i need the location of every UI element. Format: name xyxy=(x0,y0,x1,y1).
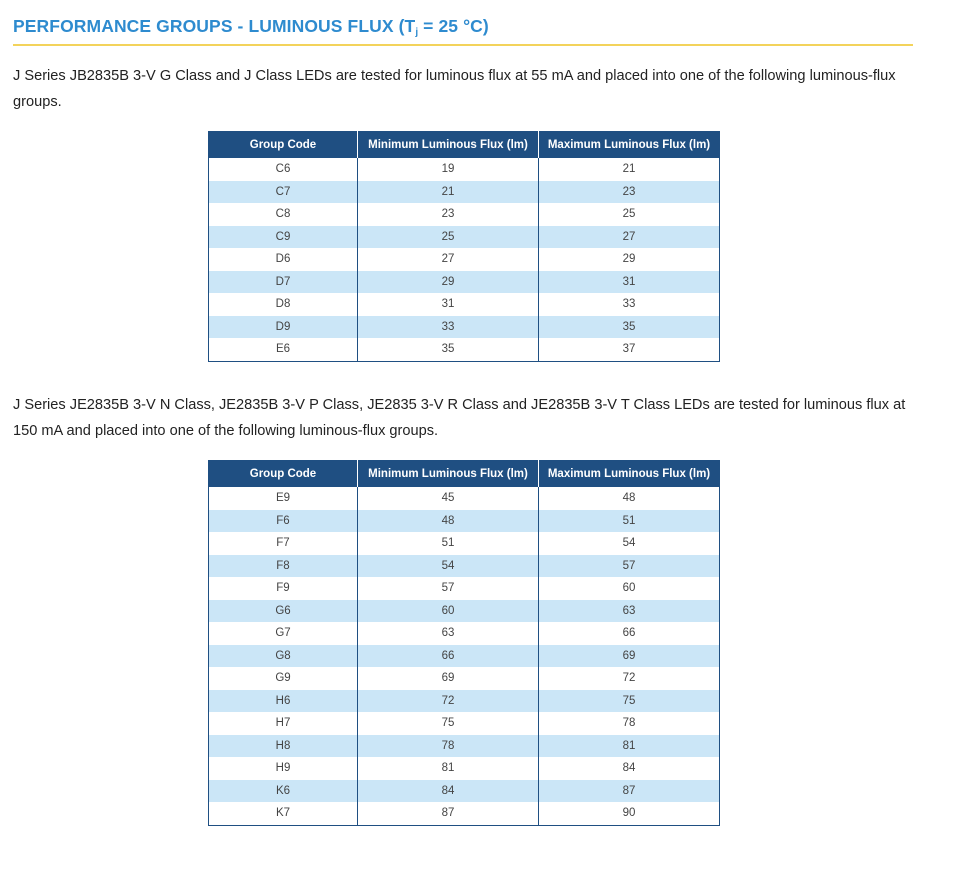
cell-group-code: G7 xyxy=(209,622,358,645)
header-min-flux: Minimum Luminous Flux (lm) xyxy=(358,132,539,159)
table-row xyxy=(209,645,720,668)
cell-min-flux: 87 xyxy=(358,802,539,825)
cell-max-flux: 29 xyxy=(539,248,720,271)
title-text: PERFORMANCE GROUPS - LUMINOUS FLUX (T xyxy=(13,16,416,36)
table-row xyxy=(209,802,720,825)
table-row xyxy=(209,532,720,555)
cell-min-flux: 45 xyxy=(358,487,539,510)
cell-max-flux: 21 xyxy=(539,158,720,181)
cell-group-code: F7 xyxy=(209,532,358,555)
header-group-code: Group Code xyxy=(209,132,358,159)
header-min-flux: Minimum Luminous Flux (lm) xyxy=(358,461,539,488)
cell-max-flux: 33 xyxy=(539,293,720,316)
cell-min-flux: 48 xyxy=(358,510,539,533)
cell-max-flux: 63 xyxy=(539,600,720,623)
table-row xyxy=(209,510,720,533)
header-group-code: Group Code xyxy=(209,461,358,488)
cell-group-code: C6 xyxy=(209,158,358,181)
cell-group-code: F6 xyxy=(209,510,358,533)
intro-paragraph-1: J Series JB2835B 3-V G Class and J Class LEDs are tested for luminous flux at 55 mA and placed into one of the following luminous-flux groups. xyxy=(13,68,896,110)
flux-table-1 xyxy=(208,131,720,362)
cell-group-code: C7 xyxy=(209,181,358,204)
cell-group-code: D9 xyxy=(209,316,358,339)
cell-min-flux: 35 xyxy=(358,338,539,361)
cell-max-flux: 72 xyxy=(539,667,720,690)
table-row xyxy=(209,667,720,690)
section-heading xyxy=(13,14,913,46)
cell-max-flux: 87 xyxy=(539,780,720,803)
cell-min-flux: 66 xyxy=(358,645,539,668)
cell-max-flux: 57 xyxy=(539,555,720,578)
cell-max-flux: 23 xyxy=(539,181,720,204)
cell-max-flux: 54 xyxy=(539,532,720,555)
cell-group-code: K7 xyxy=(209,802,358,825)
cell-max-flux: 31 xyxy=(539,271,720,294)
table-row xyxy=(209,248,720,271)
cell-min-flux: 29 xyxy=(358,271,539,294)
table-row xyxy=(209,203,720,226)
table-row xyxy=(209,293,720,316)
cell-min-flux: 51 xyxy=(358,532,539,555)
table-header-row xyxy=(209,461,720,488)
table-row xyxy=(209,316,720,339)
cell-min-flux: 31 xyxy=(358,293,539,316)
cell-min-flux: 72 xyxy=(358,690,539,713)
cell-max-flux: 51 xyxy=(539,510,720,533)
cell-max-flux: 25 xyxy=(539,203,720,226)
cell-max-flux: 69 xyxy=(539,645,720,668)
table-row xyxy=(209,338,720,361)
cell-max-flux: 75 xyxy=(539,690,720,713)
cell-max-flux: 48 xyxy=(539,487,720,510)
cell-min-flux: 57 xyxy=(358,577,539,600)
cell-max-flux: 27 xyxy=(539,226,720,249)
cell-min-flux: 54 xyxy=(358,555,539,578)
table-row xyxy=(209,487,720,510)
intro-paragraph-2: J Series JE2835B 3-V N Class, JE2835B 3-V P Class, JE2835 3-V R Class and JE2835B 3-V T Class LEDs are tested for luminous flux at 150 mA and placed into one of the following luminous-flux groups. xyxy=(13,397,906,439)
cell-min-flux: 63 xyxy=(358,622,539,645)
cell-group-code: C8 xyxy=(209,203,358,226)
title-subscript: j xyxy=(415,27,419,38)
cell-group-code: F8 xyxy=(209,555,358,578)
cell-max-flux: 81 xyxy=(539,735,720,758)
cell-group-code: H7 xyxy=(209,712,358,735)
table-header-row xyxy=(209,132,720,159)
cell-group-code: D7 xyxy=(209,271,358,294)
cell-min-flux: 81 xyxy=(358,757,539,780)
cell-group-code: C9 xyxy=(209,226,358,249)
cell-max-flux: 84 xyxy=(539,757,720,780)
cell-min-flux: 75 xyxy=(358,712,539,735)
table-row xyxy=(209,555,720,578)
section-title xyxy=(13,14,913,38)
cell-min-flux: 25 xyxy=(358,226,539,249)
cell-group-code: K6 xyxy=(209,780,358,803)
cell-max-flux: 35 xyxy=(539,316,720,339)
cell-max-flux: 66 xyxy=(539,622,720,645)
cell-group-code: F9 xyxy=(209,577,358,600)
cell-group-code: E6 xyxy=(209,338,358,361)
table-row xyxy=(209,690,720,713)
cell-min-flux: 27 xyxy=(358,248,539,271)
cell-max-flux: 60 xyxy=(539,577,720,600)
cell-min-flux: 21 xyxy=(358,181,539,204)
cell-max-flux: 37 xyxy=(539,338,720,361)
cell-min-flux: 78 xyxy=(358,735,539,758)
cell-group-code: E9 xyxy=(209,487,358,510)
cell-min-flux: 23 xyxy=(358,203,539,226)
cell-group-code: G9 xyxy=(209,667,358,690)
table-row xyxy=(209,271,720,294)
cell-group-code: H9 xyxy=(209,757,358,780)
cell-group-code: G6 xyxy=(209,600,358,623)
cell-max-flux: 78 xyxy=(539,712,720,735)
table-row xyxy=(209,622,720,645)
cell-min-flux: 69 xyxy=(358,667,539,690)
table-row xyxy=(209,780,720,803)
cell-group-code: H8 xyxy=(209,735,358,758)
table-row xyxy=(209,577,720,600)
cell-group-code: D8 xyxy=(209,293,358,316)
cell-group-code: H6 xyxy=(209,690,358,713)
table-row xyxy=(209,712,720,735)
table-row xyxy=(209,735,720,758)
table-row xyxy=(209,757,720,780)
cell-min-flux: 33 xyxy=(358,316,539,339)
cell-min-flux: 19 xyxy=(358,158,539,181)
cell-group-code: G8 xyxy=(209,645,358,668)
flux-table-2 xyxy=(208,460,720,826)
table-row xyxy=(209,181,720,204)
table-row xyxy=(209,226,720,249)
cell-max-flux: 90 xyxy=(539,802,720,825)
table-row xyxy=(209,600,720,623)
cell-min-flux: 60 xyxy=(358,600,539,623)
title-suffix: = 25 °C) xyxy=(418,16,489,36)
header-max-flux: Maximum Luminous Flux (lm) xyxy=(539,132,720,159)
cell-group-code: D6 xyxy=(209,248,358,271)
header-max-flux: Maximum Luminous Flux (lm) xyxy=(539,461,720,488)
cell-min-flux: 84 xyxy=(358,780,539,803)
table-row xyxy=(209,158,720,181)
